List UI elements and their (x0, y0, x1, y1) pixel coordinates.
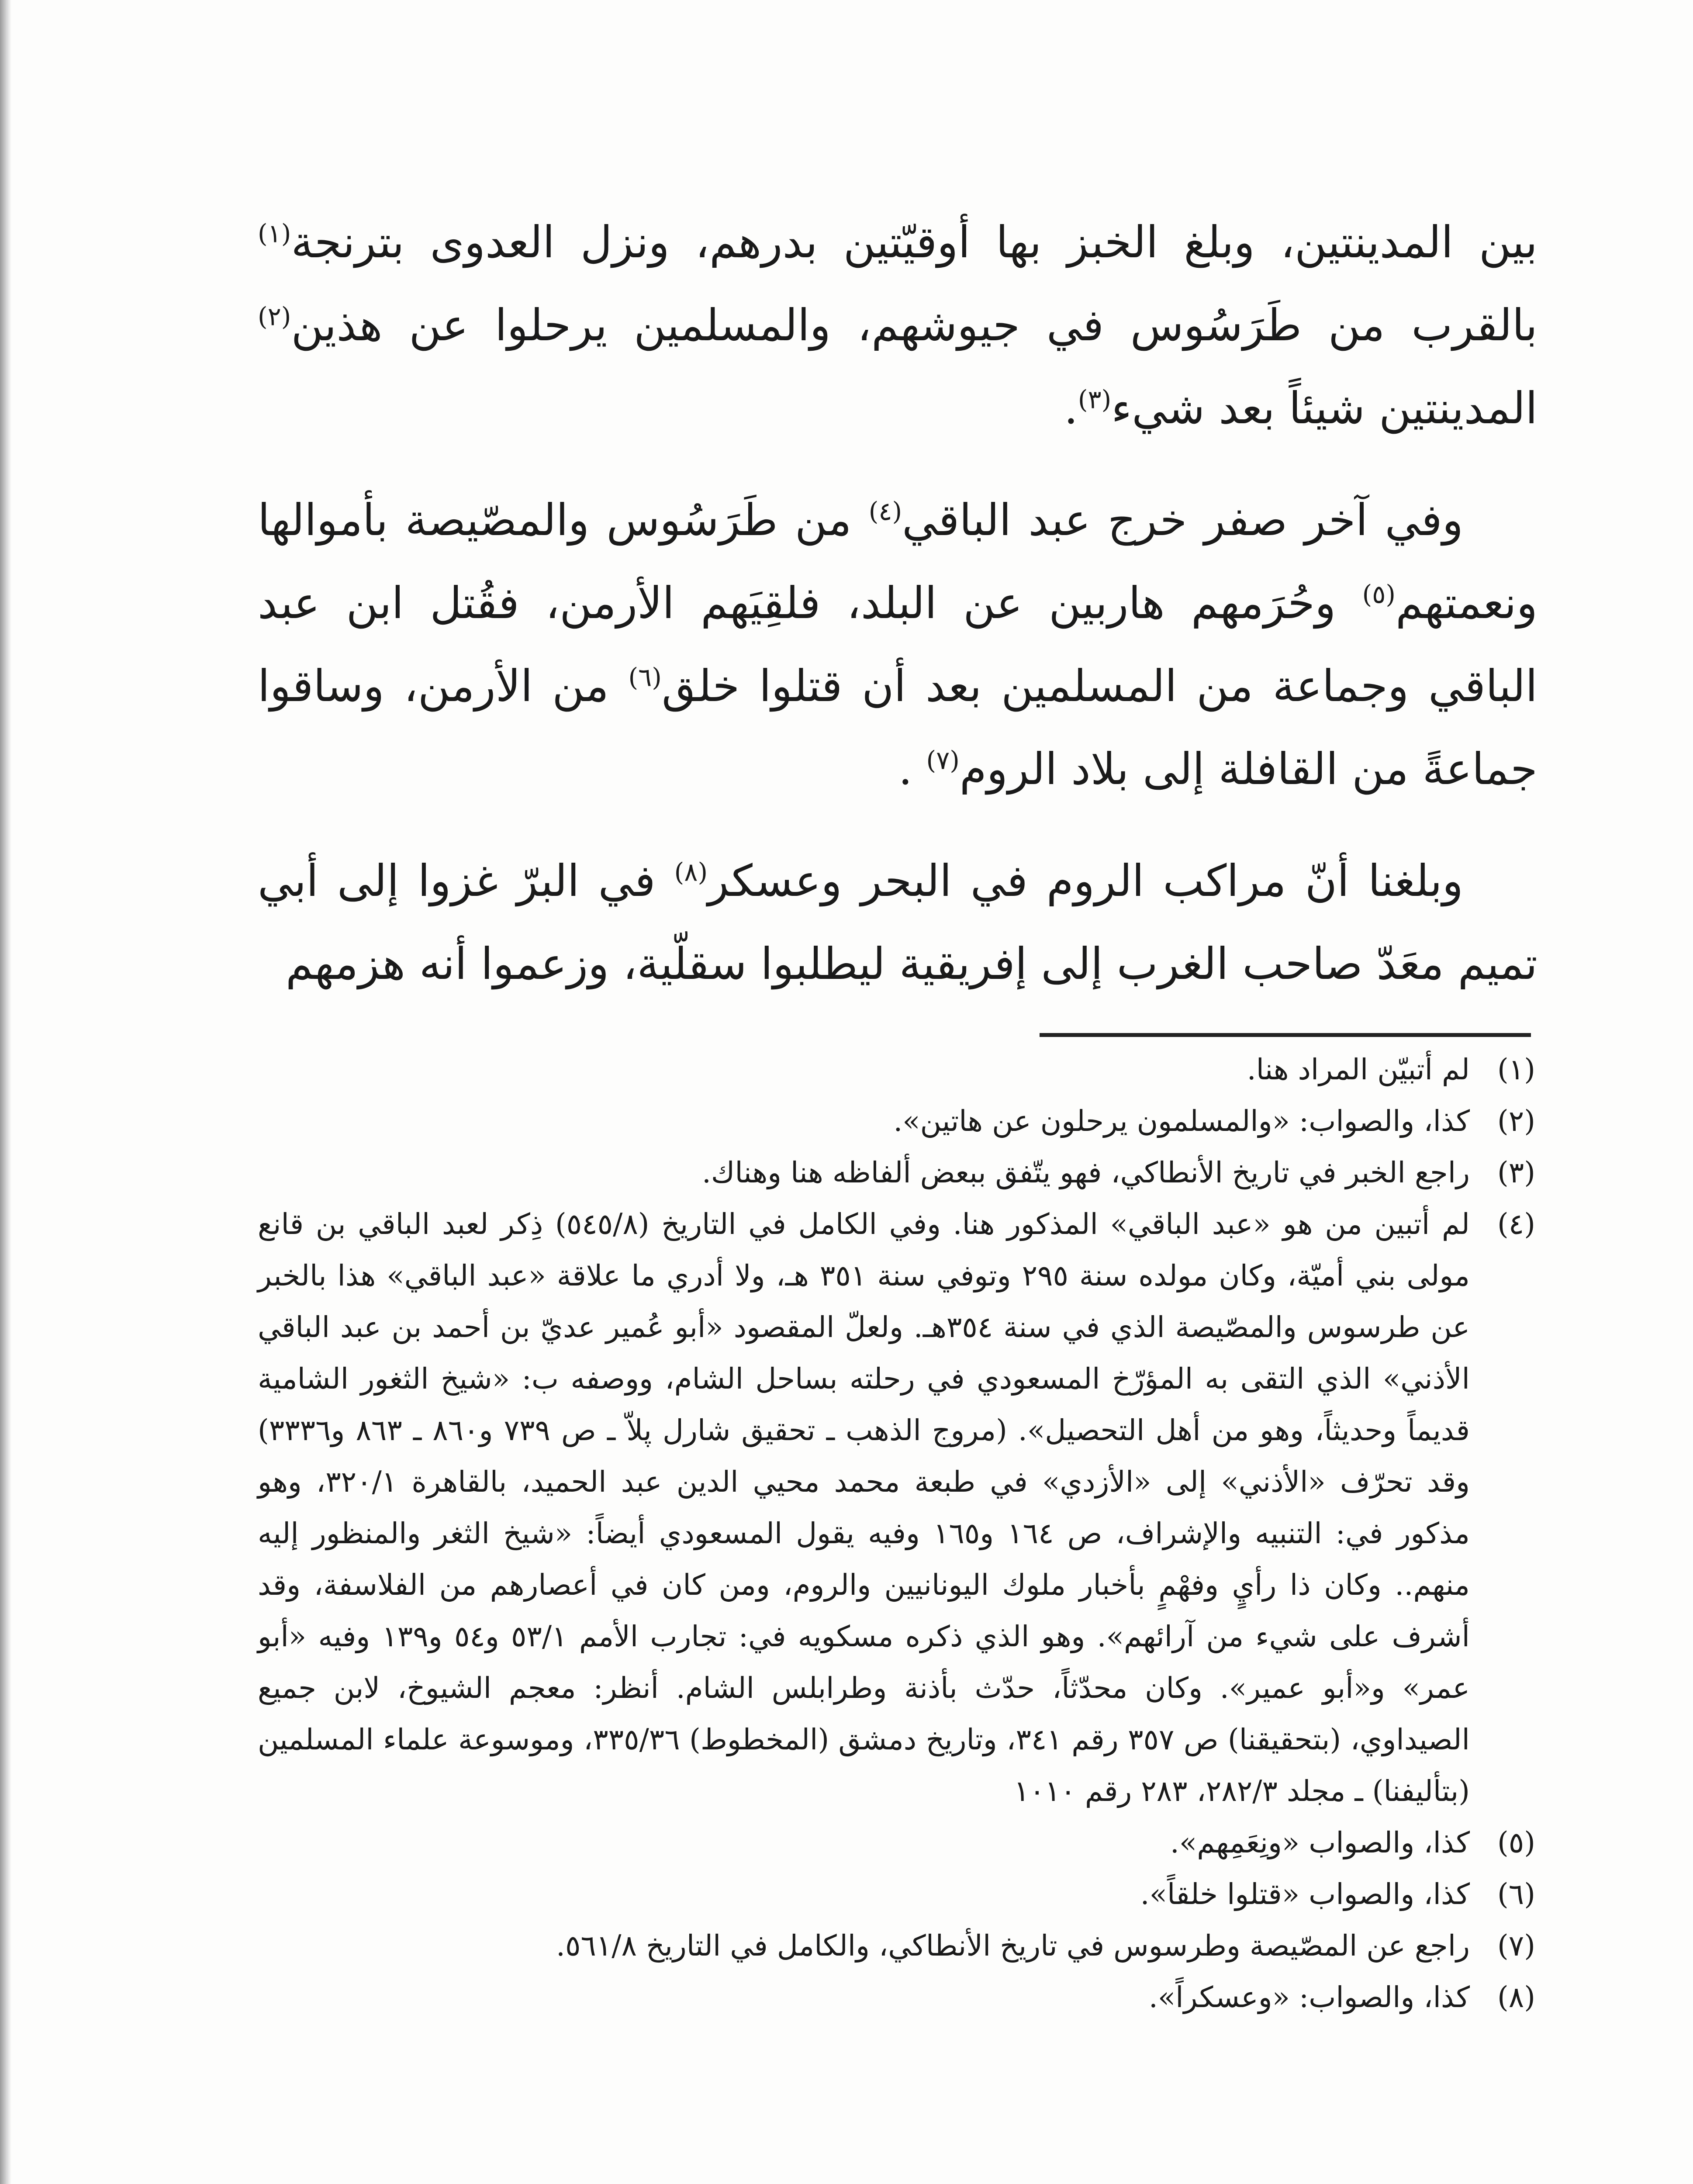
footnote-marker: (٤) (868, 496, 902, 526)
body-text-run: من الأرمن، وساقوا جماعةً من القافلة إلى بلاد الروم (258, 660, 1538, 795)
body-paragraph (258, 479, 1538, 811)
footnote-number: (٧) (1497, 1929, 1535, 1963)
footnotes (258, 1044, 1535, 2023)
footnote (258, 1972, 1535, 2023)
body-text-run: . (898, 743, 926, 795)
footnote-text: كذا، والصواب «قتلوا خلقاً». (1140, 1877, 1470, 1911)
footnote-number: (٨) (1497, 1980, 1535, 2014)
footnote-text: لم أتبين من هو «عبد الباقي» المذكور هنا. وفي الكامل في التاريخ (٥٤٥/٨) ذِكر لعبد الباقي بن قانع مولى بني أميّة، وكان مولده سنة ٢٩٥ وتوفي سنة ٣٥١ هـ، ولا أدري ما علاقة «عبد الباقي» هذا بالخبر عن طرسوس والمصّيصة الذي في سنة ٣٥٤هـ. ولعلّ المقصود «أبو عُمير عديّ بن أحمد بن عبد الباقي الأذني» الذي التقى به المؤرّخ المسعودي في رحلته بساحل الشام، ووصفه ب: «شيخ الثغور الشامية قديماً وحديثاً، وهو من أهل التحصيل». (مروج الذهب ـ تحقيق شارل پلاّ ـ ص ٧٣٩ و٨٦٠ ـ ٨٦٣ و٣٣٣٦) وقد تحرّف «الأذني» إلى «الأزدي» في طبعة محمد محيي الدين عبد الحميد، بالقاهرة ٣٢٠/١، وهو مذكور في: التنبيه والإشراف، ص ١٦٤ و١٦٥ وفيه يقول المسعودي أيضاً: «شيخ الثغر والمنظور إليه منهم.. وكان ذا رأيٍ وفهْمٍ بأخبار ملوك اليونانيين والروم، ومن كان في أعصارهم من الفلاسفة، وقد أشرف على شيء من آرائهم». وهو الذي ذكره مسكويه في: تجارب الأمم ٥٣/١ و٥٤ و١٣٩ وفيه «أبو عمر» و«أبو عمير». وكان محدّثاً، حدّث بأذنة وطرابلس الشام. أنظر: معجم الشيوخ، لابن جميع الصيداوي، (بتحقيقنا) ص ٣٥٧ رقم ٣٤١، وتاريخ دمشق (المخطوط) ٣٣٥/٣٦، وموسوعة علماء المسلمين (بتأليفنا) ـ مجلد ٢٨٢/٣، ٢٨٣ رقم ١٠١٠ (258, 1207, 1470, 1808)
footnote-number: (٤) (1497, 1207, 1535, 1241)
footnote (258, 1199, 1535, 1817)
footnote-number: (٣) (1497, 1156, 1535, 1189)
body-text-run: المدينتين شيئاً بعد شيء (1111, 383, 1538, 434)
body-text-run: وبلغنا أنّ مراكب الروم في البحر وعسكر (708, 855, 1463, 906)
footnote-text: راجع الخبر في تاريخ الأنطاكي، فهو يتّفق ببعض ألفاظه هنا وهناك. (701, 1156, 1470, 1189)
scan-edge (0, 0, 11, 2184)
body-text-run: في البرّ غزوا إلى أبي تميم معَدّ صاحب الغرب إلى إفريقية ليطلبوا سقلّية، وزعموا أنه هزمهم (258, 855, 1538, 989)
footnote-separator (1040, 1033, 1531, 1037)
footnote-text: كذا، والصواب: «وعسكراً». (1148, 1980, 1470, 2014)
body-paragraph (258, 201, 1538, 450)
footnote-marker: (٢) (258, 301, 291, 332)
body-text-run: وفي آخر صفر خرج عبد الباقي (902, 494, 1463, 546)
footnote (258, 1044, 1535, 1095)
footnote (258, 1147, 1535, 1199)
footnote-marker: (٦) (628, 662, 662, 692)
footnote-marker: (٥) (1362, 579, 1396, 609)
footnote (258, 1869, 1535, 1920)
footnote (258, 1817, 1535, 1869)
body-text-run: من طَرَسُوس والمصّيصة بأموالها ونعمتهم (258, 494, 1538, 629)
footnote-text: لم أتبيّن المراد هنا. (1247, 1053, 1470, 1086)
footnote-number: (١) (1497, 1053, 1535, 1086)
footnote (258, 1920, 1535, 1972)
footnote-marker: (١) (258, 218, 291, 249)
footnote-text: راجع عن المصّيصة وطرسوس في تاريخ الأنطاكي، والكامل في التاريخ ٥٦١/٨. (556, 1929, 1470, 1963)
body-text-run: . (1064, 383, 1078, 434)
body-text-run: بالقرب من طَرَسُوس في جيوشهم، والمسلمين يرحلوا عن هذين (291, 300, 1538, 351)
footnote-marker: (٧) (926, 745, 960, 775)
footnote (258, 1095, 1535, 1147)
footnote-number: (٦) (1497, 1877, 1535, 1911)
body-paragraph (258, 840, 1538, 1006)
footnote-text: كذا، والصواب: «والمسلمون يرحلون عن هاتين». (893, 1104, 1470, 1138)
main-text (258, 201, 1538, 1034)
footnote-text: كذا، والصواب «ونِعَمِهم». (1170, 1826, 1470, 1859)
footnote-number: (٥) (1497, 1826, 1535, 1859)
footnote-marker: (٣) (1078, 384, 1112, 415)
body-text-run: وحُرَمهم هاربين عن البلد، فلقِيَهم الأرمن، فقُتل ابن عبد الباقي وجماعة من المسلمين بعد أن قتلوا خلق (258, 577, 1538, 712)
body-text-run: بين المدينتين، وبلغ الخبز بها أوقيّتين بدرهم، ونزل العدوى بترنجة (291, 217, 1538, 268)
footnote-marker: (٨) (674, 857, 708, 887)
footnote-number: (٢) (1497, 1104, 1535, 1138)
